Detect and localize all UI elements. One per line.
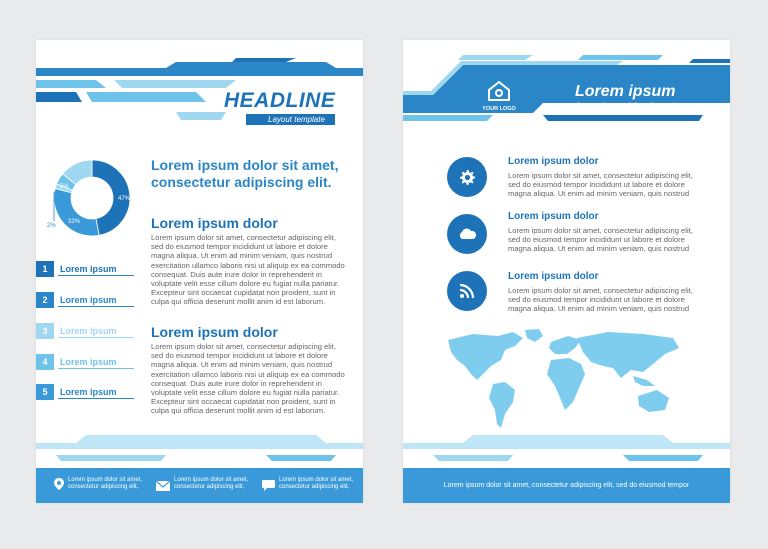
list-number: 4: [36, 354, 54, 370]
australia-shape: [638, 390, 669, 412]
body-line: magna aliqua. Ut enim ad minim veniam, quis nostrud: [151, 360, 333, 370]
body-line: sed do eiusmod tempor incididunt ut labore et dolore: [508, 295, 685, 305]
numbered-list: [36, 261, 146, 401]
greenland-shape: [525, 329, 543, 342]
body-line: magna aliqua. Ut enim ad minim veniam, quis nostrud: [508, 244, 690, 254]
location-pin-icon: [54, 477, 64, 495]
section-body: [151, 233, 361, 307]
list-label: Lorem ipsum: [58, 356, 134, 369]
list-item: [36, 384, 136, 400]
body-line: Excepteur sint occaecat cupidatat non proident, sunt in: [151, 397, 336, 407]
list-number: 2: [36, 292, 54, 308]
body-line: sed do eiusmod tempor incididunt ut labore et dolore: [151, 351, 328, 361]
footer-line: consectetur adipiscing elit,: [68, 484, 139, 490]
section-body: [151, 342, 361, 416]
list-label: Lorem ipsum: [58, 325, 134, 338]
footer-decoration: [36, 435, 363, 465]
wifi-icon: [447, 271, 487, 311]
envelope-icon: [156, 478, 170, 496]
donut-label-32: 32%: [68, 219, 81, 225]
south-america-shape: [489, 382, 515, 428]
list-label: Lorem ipsum: [58, 263, 134, 276]
list-label: Lorem ipsum: [58, 386, 134, 399]
footer-contact-text: [68, 477, 142, 491]
feature-heading: Lorem ipsum dolor: [508, 211, 599, 222]
body-line: sed do eiusmod tempor incididunt ut labore et dolore: [508, 235, 685, 245]
body-line: voluptate velit esse cillum dolore eu fugiat nulla pariatur.: [151, 279, 340, 289]
headline: Lorem ipsum: [575, 83, 676, 100]
body-line: Lorem ipsum dolor sit amet, consectetur adipiscing elit,: [508, 171, 693, 180]
body-line: culpa qui officia deserunt mollit anim id est laborum.: [151, 297, 326, 307]
logo-text: YOUR LOGO: [482, 106, 516, 112]
north-america-shape: [448, 332, 523, 380]
cloud-icon: [447, 214, 487, 254]
list-item: [36, 292, 136, 308]
footer-line: Lorem ipsum dolor sit amet,: [279, 477, 354, 483]
asia-shape: [577, 332, 679, 378]
logo: [481, 81, 517, 112]
footer-line: consectetur adipiscing elit,: [174, 484, 245, 490]
footer-bar: [403, 468, 730, 503]
footer-line: Lorem ipsum dolor sit amet,: [68, 477, 143, 483]
list-item: [36, 261, 136, 277]
body-line: consequat. Duis aute irure dolor in reprehenderit in: [151, 378, 322, 388]
feature-heading: Lorem ipsum dolor: [508, 156, 599, 167]
body-line: magna aliqua. Ut enim ad minim veniam, quis nostrud: [508, 189, 690, 199]
world-map: [443, 328, 688, 438]
footer-line: consectetur adipiscing elit,: [279, 484, 350, 490]
body-line: sed do eiusmod tempor incididunt ut labore et dolore: [151, 242, 328, 252]
donut-labels: [46, 155, 138, 245]
body-line: exercitation ullamco laboris nisi ut aliquip ex ea commodo: [151, 260, 345, 270]
donut-label-14: 14%: [109, 155, 122, 161]
body-line: exercitation ullamco laboris nisi ut aliquip ex ea commodo: [151, 369, 345, 379]
body-line: Lorem ipsum dolor sit amet, consectetur adipiscing elit,: [508, 226, 693, 235]
list-number: 5: [36, 384, 54, 400]
body-line: Lorem ipsum dolor sit amet, consectetur adipiscing elit,: [151, 233, 336, 242]
list-item: [36, 354, 136, 370]
donut-label-47: 47%: [118, 196, 131, 202]
africa-shape: [547, 358, 585, 410]
donut-label-2: 2%: [47, 223, 56, 229]
feature-heading: Lorem ipsum dolor: [508, 271, 599, 282]
body-line: magna aliqua. Ut enim ad minim veniam, quis nostrud: [151, 251, 333, 261]
donut-label-5: 5%: [60, 184, 69, 190]
footer-bar: [36, 468, 363, 503]
body-line: voluptate velit esse cillum dolore eu fugiat nulla pariatur.: [151, 388, 340, 398]
footer-decoration: [403, 435, 730, 465]
list-label: Lorem ipsum: [58, 294, 134, 307]
indonesia-shape: [633, 376, 655, 386]
left-page: [36, 40, 363, 503]
right-page: [403, 40, 730, 503]
feature-body: [508, 226, 723, 254]
list-number: 1: [36, 261, 54, 277]
headline: HEADLINE: [224, 89, 336, 112]
intro-text: Lorem ipsum dolor sit amet, consectetur adipiscing elit.: [151, 157, 339, 190]
gear-icon: [447, 157, 487, 197]
list-number: 3: [36, 323, 54, 339]
logo-icon: [488, 81, 510, 101]
body-line: magna aliqua. Ut enim ad minim veniam, quis nostrud: [508, 304, 690, 314]
chat-bubble-icon: [262, 478, 275, 496]
body-line: consequat. Duis aute irure dolor in reprehenderit in: [151, 269, 322, 279]
section-heading: Lorem ipsum dolor: [151, 324, 278, 340]
headline-subtitle: Lorem ipsum dolor sit amet: [577, 101, 674, 110]
section-heading: Lorem ipsum dolor: [151, 215, 278, 231]
list-item: [36, 323, 136, 339]
footer-text: Lorem ipsum dolor sit amet, consectetur adipiscing elit, sed do eiusmod tempor: [443, 482, 690, 489]
footer-line: Lorem ipsum dolor sit amet,: [174, 477, 249, 483]
body-line: sed do eiusmod tempor incididunt ut labore et dolore: [508, 180, 685, 190]
feature-body: [508, 171, 723, 199]
body-line: Lorem ipsum dolor sit amet, consectetur adipiscing elit,: [508, 286, 693, 295]
body-line: Excepteur sint occaecat cupidatat non proident, sunt in: [151, 288, 336, 298]
feature-body: [508, 286, 723, 314]
footer-chat-text: [279, 477, 353, 491]
body-line: culpa qui officia deserunt mollit anim id est laborum.: [151, 406, 326, 416]
body-line: Lorem ipsum dolor sit amet, consectetur adipiscing elit,: [151, 342, 336, 351]
footer-email-text: [174, 477, 248, 491]
header-decoration: [403, 55, 730, 125]
headline-subtitle: Layout template: [246, 114, 335, 125]
europe-shape: [549, 336, 581, 354]
